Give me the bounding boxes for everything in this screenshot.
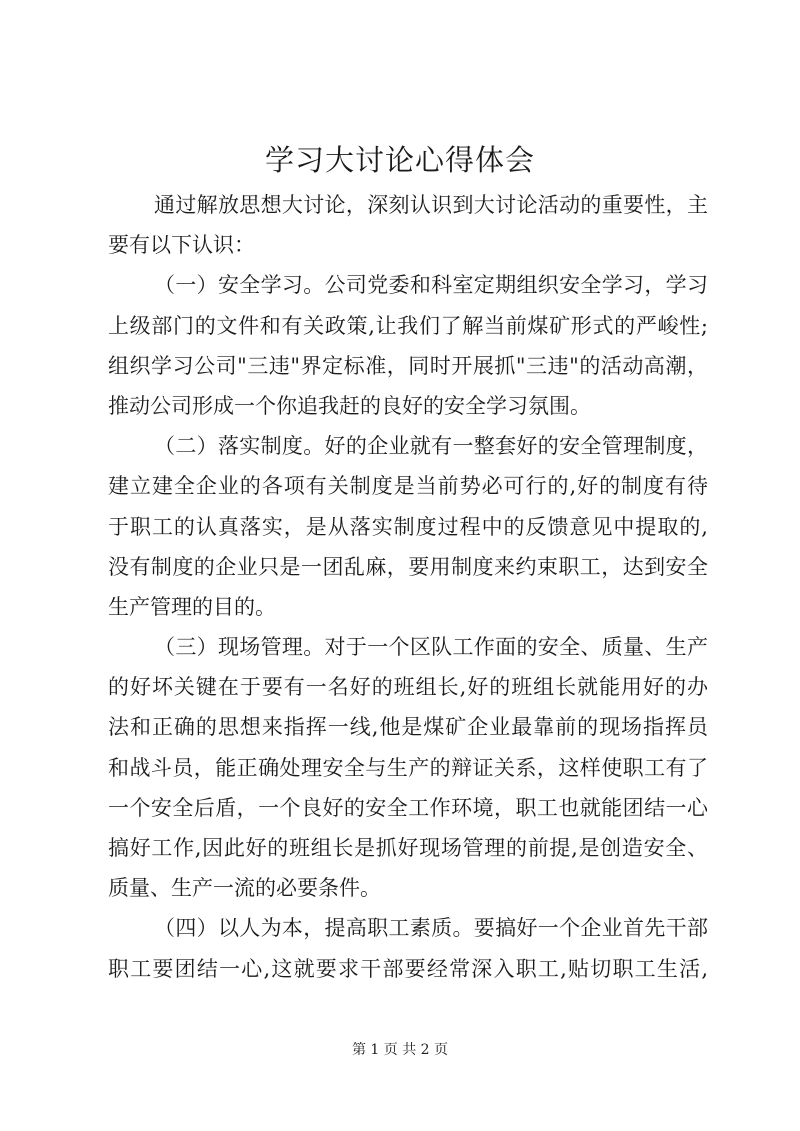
body-line: 没有制度的企业只是一团乱麻，要用制度来约束职工，达到安全 xyxy=(108,554,708,579)
body-line: （三）现场管理。对于一个区队工作面的安全、质量、生产 xyxy=(154,635,708,660)
body-line: 和战斗员，能正确处理安全与生产的辩证关系，这样使职工有了 xyxy=(108,755,708,780)
body-line: （二）落实制度。好的企业就有一整套好的安全管理制度， xyxy=(154,434,708,459)
body-line: 生产管理的目的。 xyxy=(108,594,276,619)
document-title: 学习大讨论心得体会 xyxy=(264,143,535,177)
body-line: 组织学习公司"三违"界定标准，同时开展抓"三违"的活动高潮， xyxy=(108,353,708,378)
body-line: 法和正确的思想来指挥一线,他是煤矿企业最靠前的现场指挥员 xyxy=(108,715,708,740)
body-line: 于职工的认真落实，是从落实制度过程中的反馈意见中提取的, xyxy=(108,514,708,539)
body-line: 建立建全企业的各项有关制度是当前势必可行的,好的制度有待 xyxy=(108,474,708,499)
body-line: 推动公司形成一个你追我赶的良好的安全学习氛围。 xyxy=(108,393,591,418)
body-line: 一个安全后盾，一个良好的安全工作环境，职工也就能团结一心 xyxy=(108,795,708,820)
body-line: （四）以人为本，提高职工素质。要搞好一个企业首先干部 xyxy=(154,916,708,941)
body-line: 要有以下认识： xyxy=(108,233,255,258)
body-line: 职工要团结一心,这就要求干部要经常深入职工,贴切职工生活, xyxy=(108,956,708,981)
body-line: 搞好工作,因此好的班组长是抓好现场管理的前提,是创造安全、 xyxy=(108,836,708,860)
page-footer: 第 1 页 共 2 页 xyxy=(351,1042,449,1058)
body-line: 通过解放思想大讨论，深刻认识到大讨论活动的重要性，主 xyxy=(154,193,708,217)
body-line: （一）安全学习。公司党委和科室定期组织安全学习，学习 xyxy=(154,273,708,298)
body-line: 上级部门的文件和有关政策,让我们了解当前煤矿形式的严峻性; xyxy=(108,313,708,338)
document-body xyxy=(108,185,708,989)
body-line: 质量、生产一流的必要条件。 xyxy=(108,876,381,901)
body-line: 的好坏关键在于要有一名好的班组长,好的班组长就能用好的办 xyxy=(108,675,708,700)
